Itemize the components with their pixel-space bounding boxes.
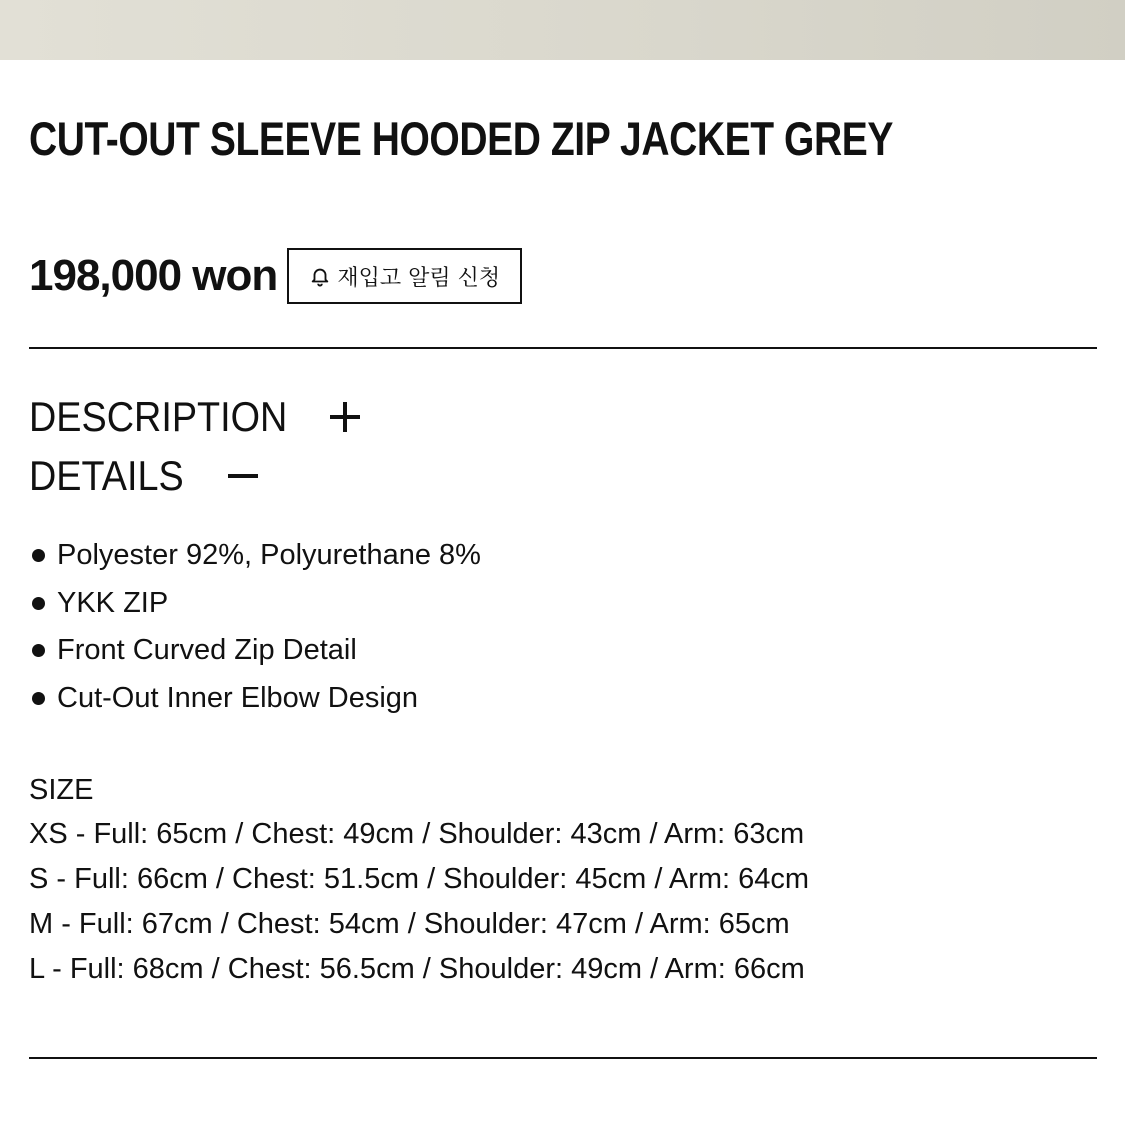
list-item: Polyester 92%, Polyurethane 8% bbox=[29, 532, 481, 580]
details-list bbox=[29, 532, 481, 722]
description-label: DESCRIPTION bbox=[29, 393, 288, 440]
product-title: CUT-OUT SLEEVE HOODED ZIP JACKET GREY bbox=[29, 112, 893, 165]
details-label: DETAILS bbox=[29, 452, 184, 499]
size-heading: SIZE bbox=[29, 774, 94, 806]
divider-bottom bbox=[29, 1057, 1097, 1059]
minus-icon[interactable] bbox=[228, 461, 258, 491]
restock-notify-label: 재입고 알림 신청 bbox=[337, 265, 501, 291]
details-toggle[interactable] bbox=[29, 451, 201, 501]
product-price: 198,000 won bbox=[29, 251, 278, 300]
description-toggle[interactable] bbox=[29, 392, 316, 442]
plus-icon[interactable] bbox=[330, 402, 360, 432]
bullet-icon bbox=[32, 692, 45, 705]
size-row: L - Full: 68cm / Chest: 56.5cm / Shoulder: 49cm / Arm: 66cm bbox=[29, 953, 805, 985]
size-row: S - Full: 66cm / Chest: 51.5cm / Shoulder: 45cm / Arm: 64cm bbox=[29, 863, 810, 895]
divider-top bbox=[29, 347, 1097, 349]
price-row bbox=[29, 248, 522, 304]
bullet-icon bbox=[32, 549, 45, 562]
list-item: Cut-Out Inner Elbow Design bbox=[29, 675, 481, 723]
product-image-bottom-edge bbox=[0, 0, 1125, 60]
bullet-icon bbox=[32, 644, 45, 657]
size-row: XS - Full: 65cm / Chest: 49cm / Shoulder: 43cm / Arm: 63cm bbox=[29, 818, 805, 850]
list-item: YKK ZIP bbox=[29, 580, 481, 628]
bullet-icon bbox=[32, 597, 45, 610]
size-chart bbox=[29, 768, 809, 992]
size-row: M - Full: 67cm / Chest: 54cm / Shoulder: 47cm / Arm: 65cm bbox=[29, 908, 790, 940]
list-item: Front Curved Zip Detail bbox=[29, 627, 481, 675]
bell-icon bbox=[309, 265, 331, 287]
restock-notify-button[interactable] bbox=[287, 248, 522, 304]
